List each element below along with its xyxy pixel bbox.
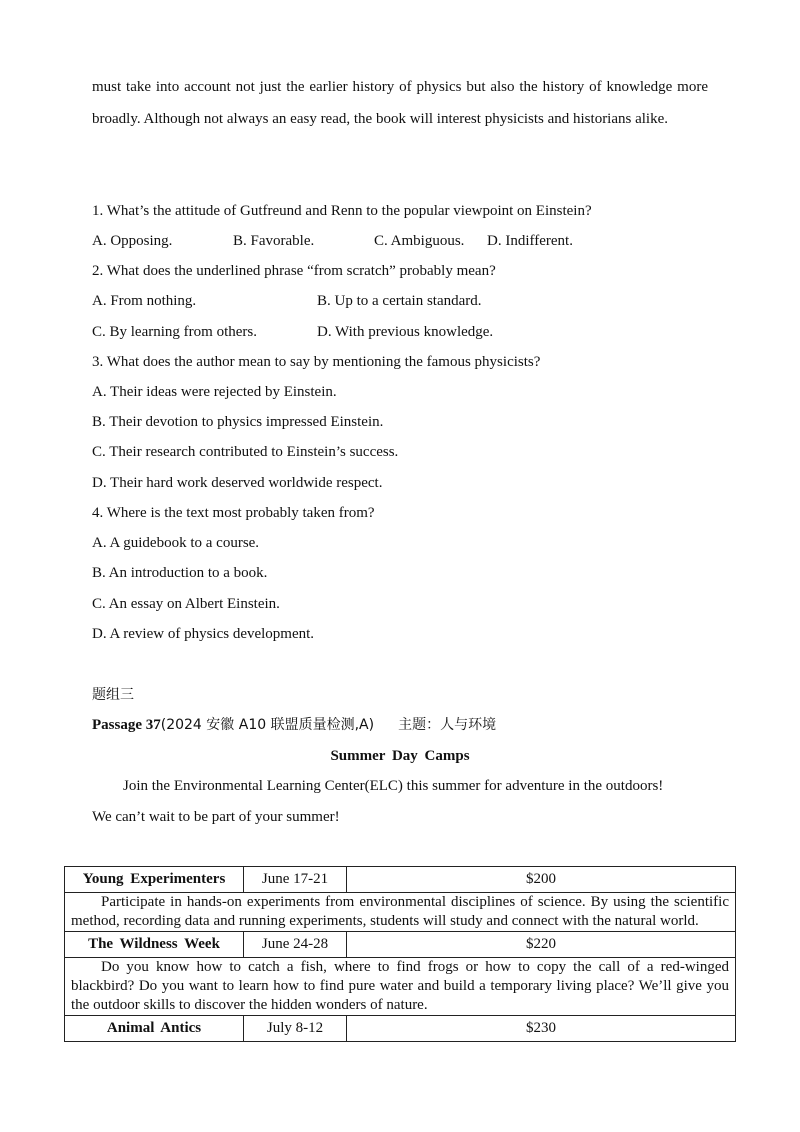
camp-description: Do you know how to catch a fish, where to find frogs or how to copy the call of a red-winged blackbird? Do you want to learn how to find pure water and build a temporary living place? We’ll give you the outdoor skills to discover the hidden wonders of nature. xyxy=(71,959,729,1013)
camp-description-cell xyxy=(65,958,736,1016)
article-intro-line-2: We can’t wait to be part of your summer! xyxy=(92,809,340,825)
question-1-option-c: C. Ambiguous. xyxy=(374,233,465,249)
passage-source: (2024 安徽 A10 联盟质量检测,A) xyxy=(160,717,375,733)
question-3-option-a: A. Their ideas were rejected by Einstein. xyxy=(92,384,337,400)
table-row xyxy=(65,958,736,1016)
question-4-option-b: B. An introduction to a book. xyxy=(92,565,268,581)
intro-paragraph: must take into account not just the earlier history of physics but also the history of knowledge more broadly. Although not always an easy read, the book will interest physicists and historians alike. xyxy=(92,79,708,127)
question-4-option-a: A. A guidebook to a course. xyxy=(92,535,260,551)
passage-label: Passage 37 xyxy=(92,717,161,733)
camp-description-cell xyxy=(65,893,736,932)
table-row xyxy=(65,1016,736,1042)
table-row xyxy=(65,932,736,958)
question-3-option-b: B. Their devotion to physics impressed Einstein. xyxy=(92,414,384,430)
question-3-stem: 3. What does the author mean to say by mentioning the famous physicists? xyxy=(92,354,541,370)
question-2-stem: 2. What does the underlined phrase “from scratch” probably mean? xyxy=(92,263,496,279)
question-1-option-b: B. Favorable. xyxy=(233,233,315,249)
question-2-option-d: D. With previous knowledge. xyxy=(317,324,494,340)
passage-theme: 主题：人与环境 xyxy=(398,717,497,733)
camp-price: $230 xyxy=(347,1016,736,1042)
question-2-option-a: A. From nothing. xyxy=(92,293,197,309)
passage-header xyxy=(92,715,496,735)
camp-price: $200 xyxy=(347,867,736,893)
article-intro-line-1: Join the Environmental Learning Center(ELC) this summer for adventure in the outdoors! xyxy=(123,778,664,794)
table-row xyxy=(65,893,736,932)
camp-dates: June 17-21 xyxy=(244,867,347,893)
question-3-option-d: D. Their hard work deserved worldwide respect. xyxy=(92,475,383,491)
question-1-stem: 1. What’s the attitude of Gutfreund and Renn to the popular viewpoint on Einstein? xyxy=(92,203,592,219)
camp-price: $220 xyxy=(347,932,736,958)
camp-name: The Wildness Week xyxy=(65,932,244,958)
question-4-stem: 4. Where is the text most probably taken from? xyxy=(92,505,375,521)
camp-name: Animal Antics xyxy=(65,1016,244,1042)
question-3-option-c: C. Their research contributed to Einstein’s success. xyxy=(92,444,399,460)
camp-description: Participate in hands-on experiments from environmental disciplines of science. By using the scientific method, recording data and running experiments, students will study and connect with the natural world. xyxy=(71,894,729,929)
question-4-option-d: D. A review of physics development. xyxy=(92,626,315,642)
question-2-option-b: B. Up to a certain standard. xyxy=(317,293,482,309)
camp-dates: July 8-12 xyxy=(244,1016,347,1042)
question-2-option-c: C. By learning from others. xyxy=(92,324,257,340)
question-1-option-a: A. Opposing. xyxy=(92,233,173,249)
camps-table xyxy=(64,866,736,1042)
camp-dates: June 24-28 xyxy=(244,932,347,958)
article-title: Summer Day Camps xyxy=(330,748,470,764)
question-1-option-d: D. Indifferent. xyxy=(487,233,573,249)
table-row xyxy=(65,867,736,893)
question-4-option-c: C. An essay on Albert Einstein. xyxy=(92,596,280,612)
camp-name: Young Experimenters xyxy=(65,867,244,893)
group-heading: 题组三 xyxy=(92,687,134,703)
